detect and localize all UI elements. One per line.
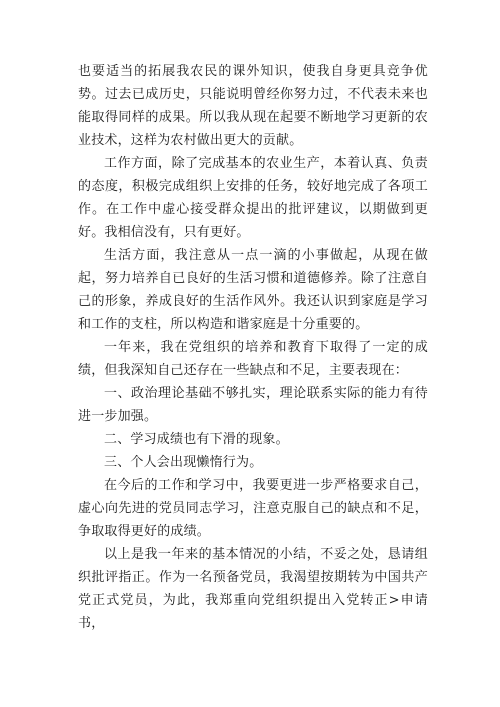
paragraph-2: 工作方面，除了完成基本的农业生产，本着认真、负责的态度，积极完成组织上安排的任务，较好地完成了各项工作。在工作中虚心接受群众提出的批评建议，以期做到更好。我相信没有，只有更好。 <box>78 156 428 240</box>
paragraph-9: 以上是我一年来的基本情况的小结，不妥之处，恳请组织批评指正。作为一名预备党员，我渴望按期转为中国共产党正式党员，为此，我郑重向党组织提出入党转正>申请书， <box>78 547 428 631</box>
paragraph-5: 一、政治理论基础不够扎实，理论联系实际的能力有待进一步加强。 <box>78 386 428 424</box>
paragraph-7: 三、个人会出现懒惰行为。 <box>104 455 263 470</box>
paragraph-1: 也要适当的拓展我农民的课外知识，使我自身更具竞争优势。过去已成历史，只能说明曾经你努力过，不代表未来也能取得同样的成果。所以我从现在起要不断地学习更新的农业技术，这样为农村做出更大的贡献。 <box>78 64 428 148</box>
document-body <box>78 60 428 635</box>
paragraph-4: 一年来，我在党组织的培养和教育下取得了一定的成绩，但我深知自己还存在一些缺点和不足，主要表现在： <box>78 340 428 378</box>
paragraph-6: 二、学习成绩也有下滑的现象。 <box>104 432 289 447</box>
paragraph-8: 在今后的工作和学习中，我要更进一步严格要求自己，虚心向先进的党员同志学习，注意克服自己的缺点和不足，争取取得更好的成绩。 <box>78 478 428 539</box>
paragraph-3: 生活方面，我注意从一点一滴的小事做起，从现在做起，努力培养自已良好的生活习惯和道德修养。除了注意自己的形象，养成良好的生活作风外。我还认识到家庭是学习和工作的支柱，所以构造和谐家庭是十分重要的。 <box>78 248 428 332</box>
